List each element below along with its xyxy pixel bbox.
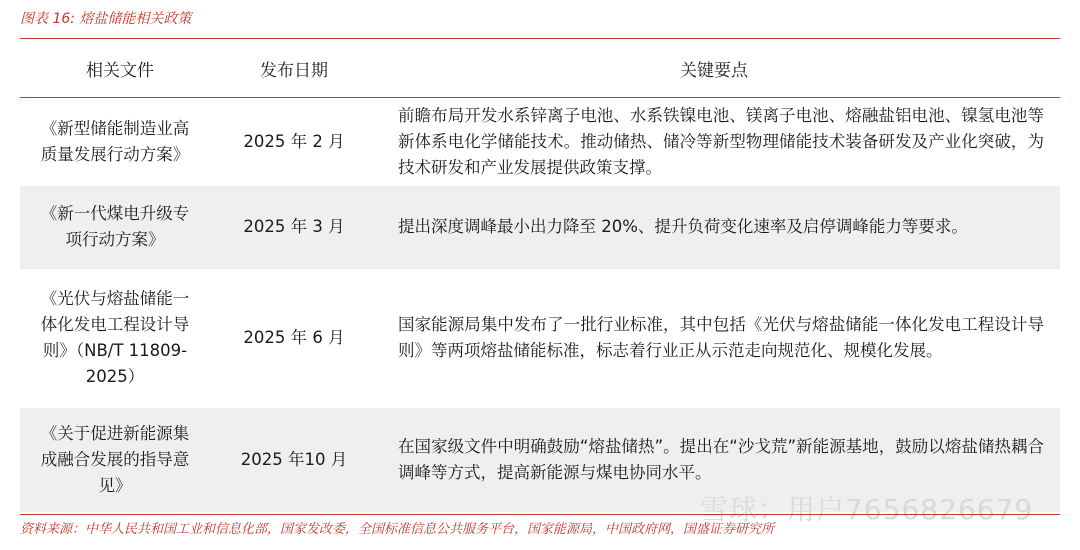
table-row <box>20 269 1060 408</box>
table-row <box>20 186 1060 269</box>
row-file: 《光伏与熔盐储能一体化发电工程设计导则》（NB/T 11809-2025） <box>40 289 190 386</box>
row-date: 2025 年10 月 <box>220 408 368 512</box>
source-note: 资料来源：中华人民共和国工业和信息化部，国家发改委，全国标准信息公共服务平台，国家能源局，中国政府网，国盛证券研究所 <box>20 522 775 537</box>
row-point: 国家能源局集中发布了一批行业标准，其中包括《光伏与熔盐储能一体化发电工程设计导则》等两项熔盐储能标准，标志着行业正从示范走向规范化、规模化发展。 <box>398 315 1044 360</box>
header-date: 发布日期 <box>260 61 328 81</box>
row-file: 《新一代煤电升级专项行动方案》 <box>20 186 220 269</box>
bottom-rule <box>20 514 1060 515</box>
row-file: 《新型储能制造业高质量发展行动方案》 <box>40 118 190 164</box>
top-rule <box>20 38 1060 39</box>
row-date: 2025 年 2 月 <box>243 131 345 151</box>
row-date: 2025 年 3 月 <box>220 186 368 269</box>
header-row <box>20 40 1060 98</box>
header-file: 相关文件 <box>86 61 154 81</box>
header-point: 关键要点 <box>680 61 748 81</box>
row-date: 2025 年 6 月 <box>243 328 345 347</box>
policy-table <box>20 40 1060 512</box>
row-file: 《关于促进新能源集成融合发展的指导意见》 <box>20 408 220 512</box>
watermark: 雪球：用户7656826679 <box>700 493 1034 526</box>
row-point: 前瞻布局开发水系锌离子电池、水系铁镍电池、镁离子电池、熔融盐铝电池、镍氢电池等新体系电化学储能技术。推动储热、储冷等新型物理储能技术装备研发及产业化突破，为技术研发和产业发展提供政策支撑。 <box>398 105 1044 177</box>
figure-title: 图表 16: 熔盐储能相关政策 <box>20 11 192 27</box>
row-point: 提出深度调峰最小出力降至 20%、提升负荷变化速率及启停调峰能力等要求。 <box>368 186 1060 269</box>
row-point: 在国家级文件中明确鼓励“熔盐储热”。提出在“沙戈荒”新能源基地，鼓励以熔盐储热耦合调峰等方式，提高新能源与煤电协同水平。 <box>368 408 1060 512</box>
table-row <box>20 98 1060 186</box>
